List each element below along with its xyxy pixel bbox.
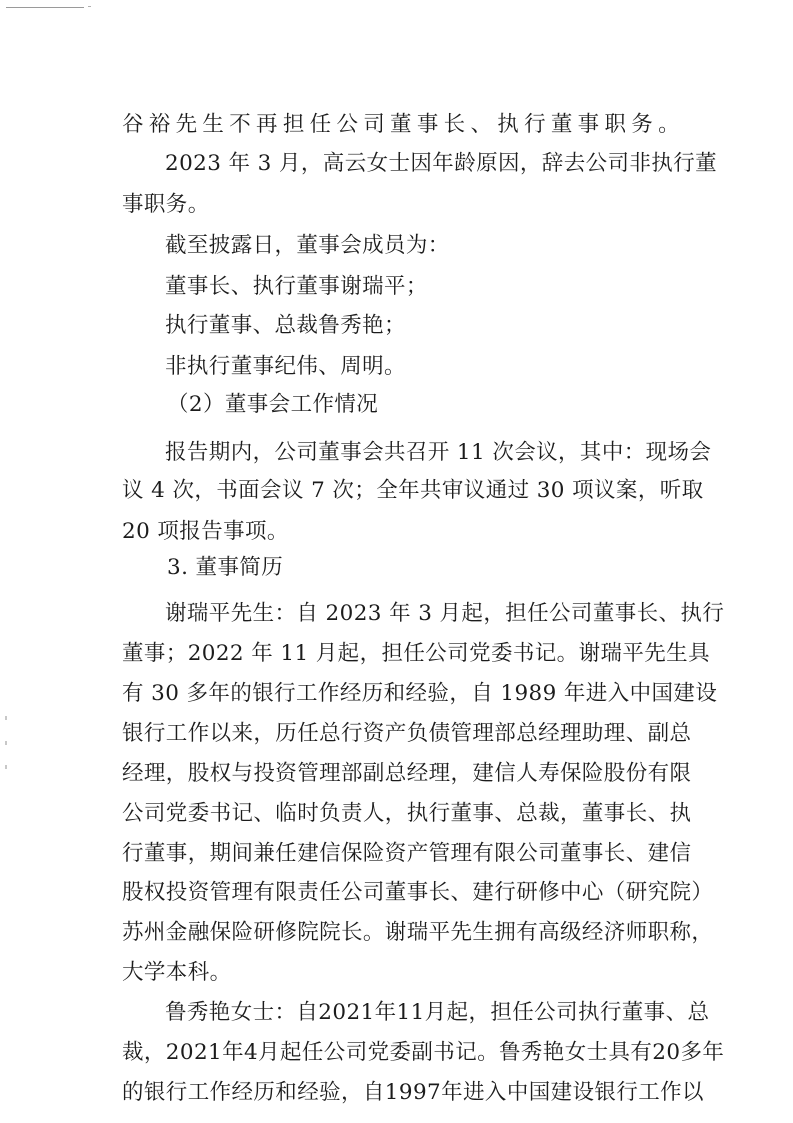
text-line-17: 经理，股权与投资管理部副总经理，建信人寿保险股份有限 <box>122 761 692 786</box>
text-line-16: 银行工作以来，历任总行资产负债管理部总经理助理、副总 <box>122 721 692 746</box>
text-line-23: 鲁秀艳女士：自2021年11月起，担任公司执行董事、总 <box>165 1000 710 1025</box>
text-line-13: 谢瑞平先生：自 2023 年 3 月起，担任公司董事长、执行 <box>165 601 725 626</box>
text-line-19: 行董事，期间兼任建信保险资产管理有限公司董事长、建信 <box>122 841 692 866</box>
text-line-24: 裁，2021年4月起任公司党委副书记。鲁秀艳女士具有20多年 <box>122 1040 725 1065</box>
text-line-22: 大学本科。 <box>122 960 232 985</box>
scan-top-rule <box>6 7 84 8</box>
text-line-3: 事职务。 <box>122 192 210 217</box>
text-line-15: 有 30 多年的银行工作经历和经验，自 1989 年进入中国建设 <box>122 681 718 706</box>
text-line-9: 报告期内，公司董事会共召开 11 次会议，其中：现场会 <box>165 440 712 465</box>
section-heading-director-bios: 3. 董事简历 <box>167 555 284 580</box>
text-line-6: 执行董事、总裁鲁秀艳； <box>165 313 406 338</box>
text-line-7: 非执行董事纪伟、周明。 <box>165 354 406 379</box>
scan-margin-mark <box>5 765 7 769</box>
text-line-25: 的银行工作经历和经验，自1997年进入中国建设银行工作以 <box>122 1080 704 1105</box>
text-line-1: 谷裕先生不再担任公司董事长、执行董事职务。 <box>122 112 680 137</box>
text-line-10: 议 4 次，书面会议 7 次；全年共审议通过 30 项议案，听取 <box>122 478 704 503</box>
text-line-21: 苏州金融保险研修院院长。谢瑞平先生拥有高级经济师职称， <box>122 920 714 945</box>
text-line-4: 截至披露日，董事会成员为： <box>165 233 450 258</box>
scan-margin-mark <box>5 716 7 720</box>
text-line-20: 股权投资管理有限责任公司董事长、建行研修中心（研究院） <box>122 880 714 905</box>
text-line-14: 董事；2022 年 11 月起，担任公司党委书记。谢瑞平先生具 <box>122 641 710 666</box>
section-heading-board-work: （2）董事会工作情况 <box>167 392 379 417</box>
scan-mark <box>88 6 91 7</box>
text-line-5: 董事长、执行董事谢瑞平； <box>165 274 428 299</box>
scan-margin-mark <box>5 741 7 745</box>
text-line-11: 20 项报告事项。 <box>122 519 289 544</box>
text-line-18: 公司党委书记、临时负责人，执行董事、总裁，董事长、执 <box>122 801 692 826</box>
text-line-2: 2023 年 3 月，高云女士因年龄原因，辞去公司非执行董 <box>165 151 717 176</box>
